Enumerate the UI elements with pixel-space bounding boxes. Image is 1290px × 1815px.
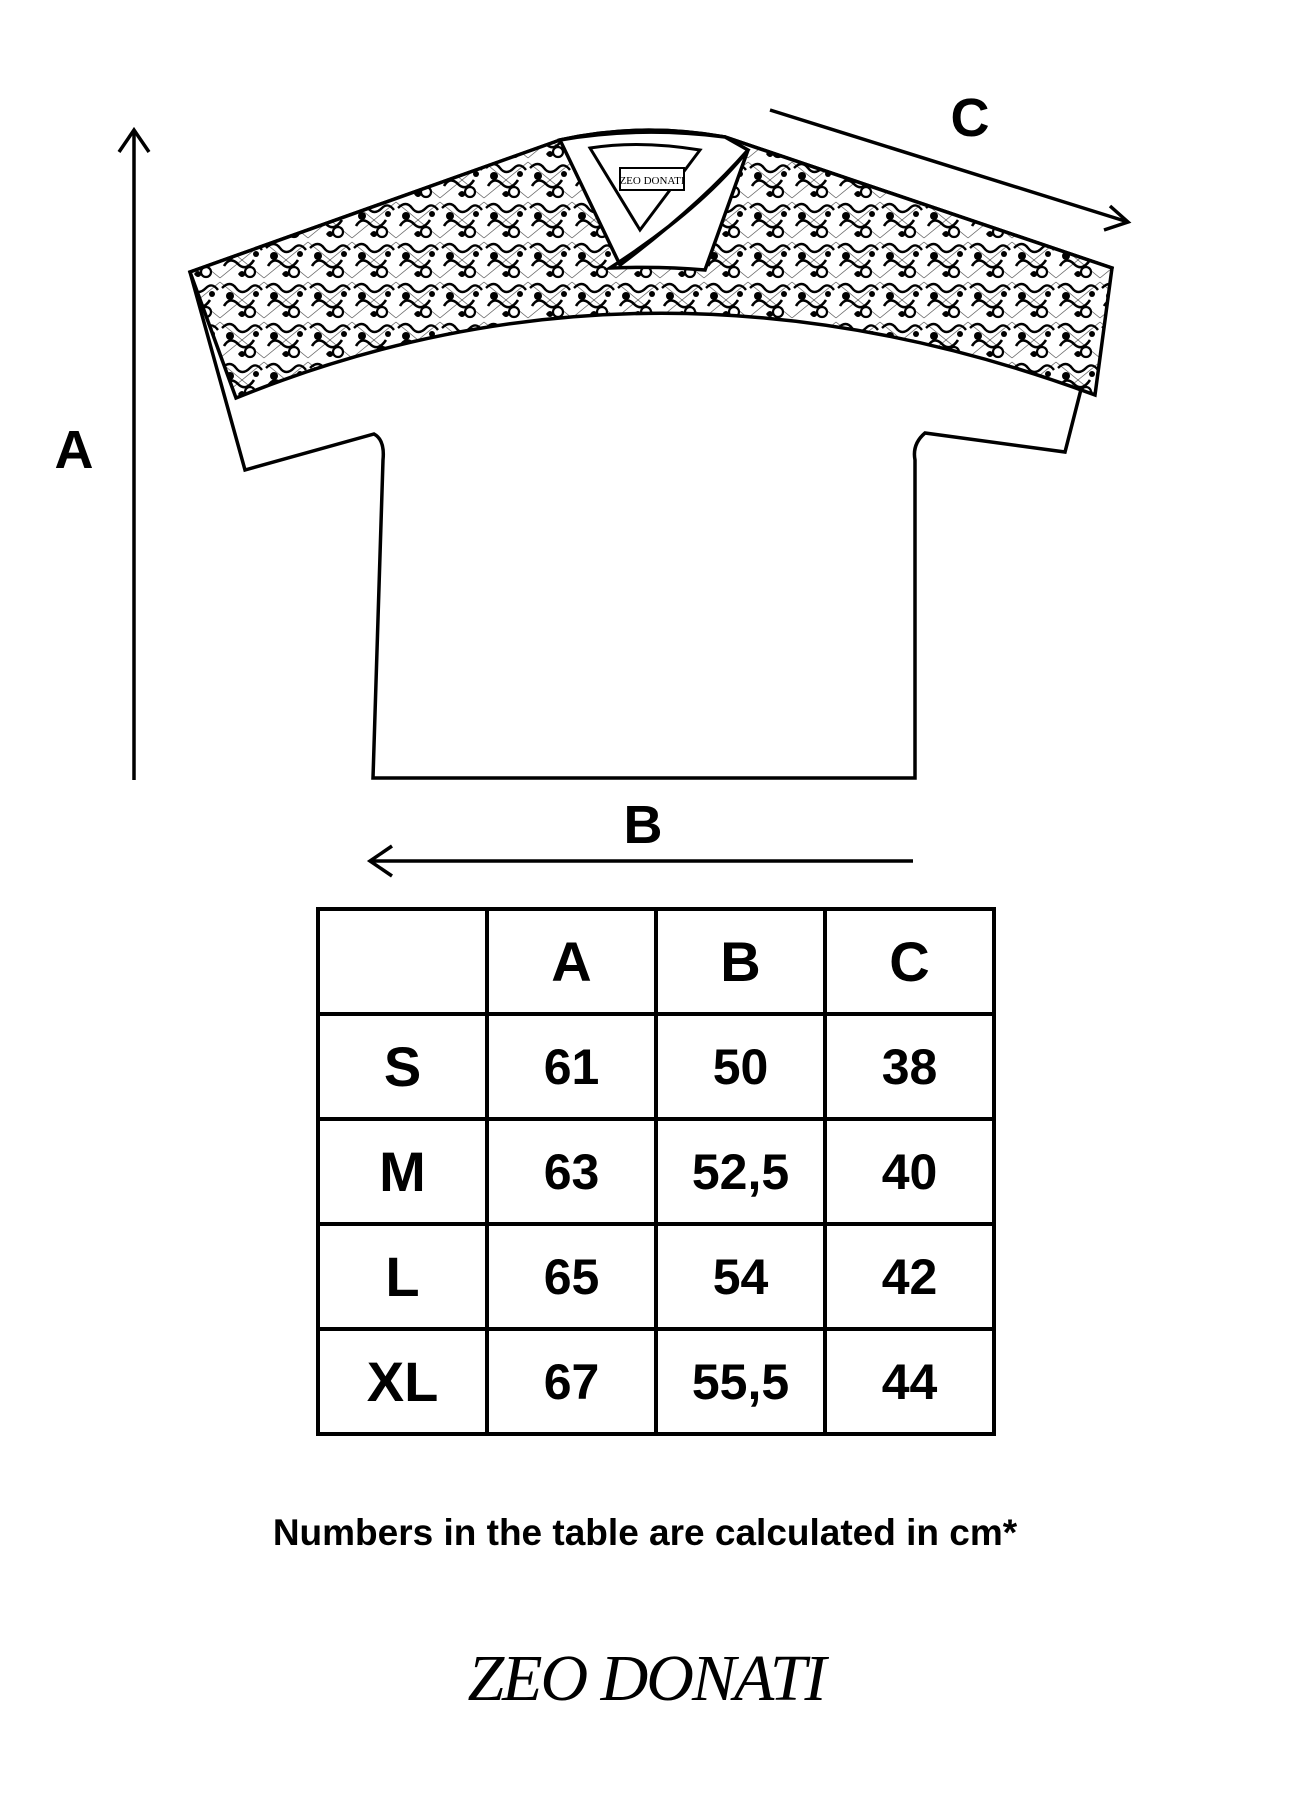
brand-logo-text: ZEO DONATI [467, 1642, 825, 1715]
table-cell: 44 [825, 1329, 994, 1434]
table-header-b: B [656, 909, 825, 1014]
table-cell: 54 [656, 1224, 825, 1329]
table-cell: 67 [487, 1329, 656, 1434]
table-row [318, 1119, 994, 1224]
table-cell: 38 [825, 1014, 994, 1119]
table-row [318, 1224, 994, 1329]
table-header-c: C [825, 909, 994, 1014]
size-label: XL [318, 1329, 487, 1434]
table-row [318, 1329, 994, 1434]
size-label: L [318, 1224, 487, 1329]
table-header-corner [318, 909, 487, 1014]
size-chart-table [316, 907, 996, 1436]
tshirt-size-diagram [0, 0, 1290, 900]
table-cell: 65 [487, 1224, 656, 1329]
table-cell: 50 [656, 1014, 825, 1119]
table-cell: 61 [487, 1014, 656, 1119]
table-cell: 63 [487, 1119, 656, 1224]
size-label: M [318, 1119, 487, 1224]
dimension-label-c: C [950, 88, 990, 148]
table-cell: 52,5 [656, 1119, 825, 1224]
dimension-arrow-a [119, 130, 149, 780]
measurement-note: Numbers in the table are calculated in cm* [272, 1512, 1018, 1553]
size-label: S [318, 1014, 487, 1119]
brand-logo [426, 1628, 866, 1728]
table-header-a: A [487, 909, 656, 1014]
table-cell: 40 [825, 1119, 994, 1224]
table-cell: 42 [825, 1224, 994, 1329]
dimension-label-b: B [623, 795, 663, 855]
dimension-label-a: A [54, 420, 94, 480]
table-header-row [318, 909, 994, 1014]
table-cell: 55,5 [656, 1329, 825, 1434]
table-row [318, 1014, 994, 1119]
collar-tag-text: ZEO DONATI [619, 175, 685, 187]
